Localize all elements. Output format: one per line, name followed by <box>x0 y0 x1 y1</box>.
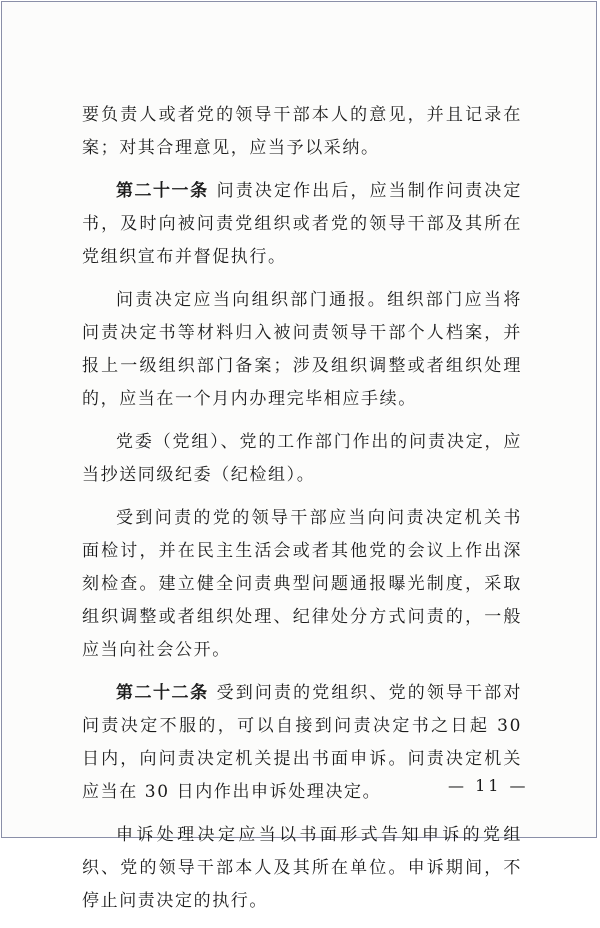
paragraph-text: 党委（党组）、党的工作部门作出的问责决定，应当抄送同级纪委（纪检组）。 <box>82 432 522 485</box>
paragraph-text: 申诉处理决定应当以书面形式告知申诉的党组织、党的领导干部本人及其所在单位。申诉期间，不停止问责决定的执行。 <box>82 825 522 911</box>
page-number: — 11 — <box>448 776 529 795</box>
paragraph-text: 问责决定应当向组织部门通报。组织部门应当将问责决定书等材料归入被问责领导干部个人档案，并报上一级组织部门备案；涉及组织调整或者组织处理的，应当在一个月内办理完毕相应手续。 <box>82 290 522 409</box>
article-heading: 第二十一条 <box>116 181 209 201</box>
paragraph-5 <box>82 502 522 667</box>
document-page <box>1 1 597 911</box>
paragraph-4 <box>82 426 522 492</box>
paragraph-article-21 <box>82 175 522 274</box>
paragraph-text: 受到问责的党的领导干部应当向问责决定机关书面检讨，并在民主生活会或者其他党的会议上作出深刻检查。建立健全问责典型问题通报曝光制度，采取组织调整或者组织处理、纪律处分方式问责的，一般应当向社会公开。 <box>82 508 522 660</box>
paragraph-text: 要负责人或者党的领导干部本人的意见，并且记录在案；对其合理意见，应当予以采纳。 <box>82 105 522 158</box>
paragraph-text: 受到问责的党组织、党的领导干部对问责决定不服的，可以自接到问责决定书之日起 30 日内，向问责决定机关提出书面申诉。问责决定机关应当在 30 日内作出申诉处理决定。 <box>82 683 523 802</box>
paragraph-3 <box>82 284 522 416</box>
paragraph-text: 问责决定作出后，应当制作问责决定书，及时向被问责党组织或者党的领导干部及其所在党组织宣布并督促执行。 <box>82 181 523 267</box>
paragraph-7 <box>82 819 522 918</box>
document-body <box>82 99 522 928</box>
paragraph-1 <box>82 99 522 165</box>
article-heading: 第二十二条 <box>116 683 209 703</box>
